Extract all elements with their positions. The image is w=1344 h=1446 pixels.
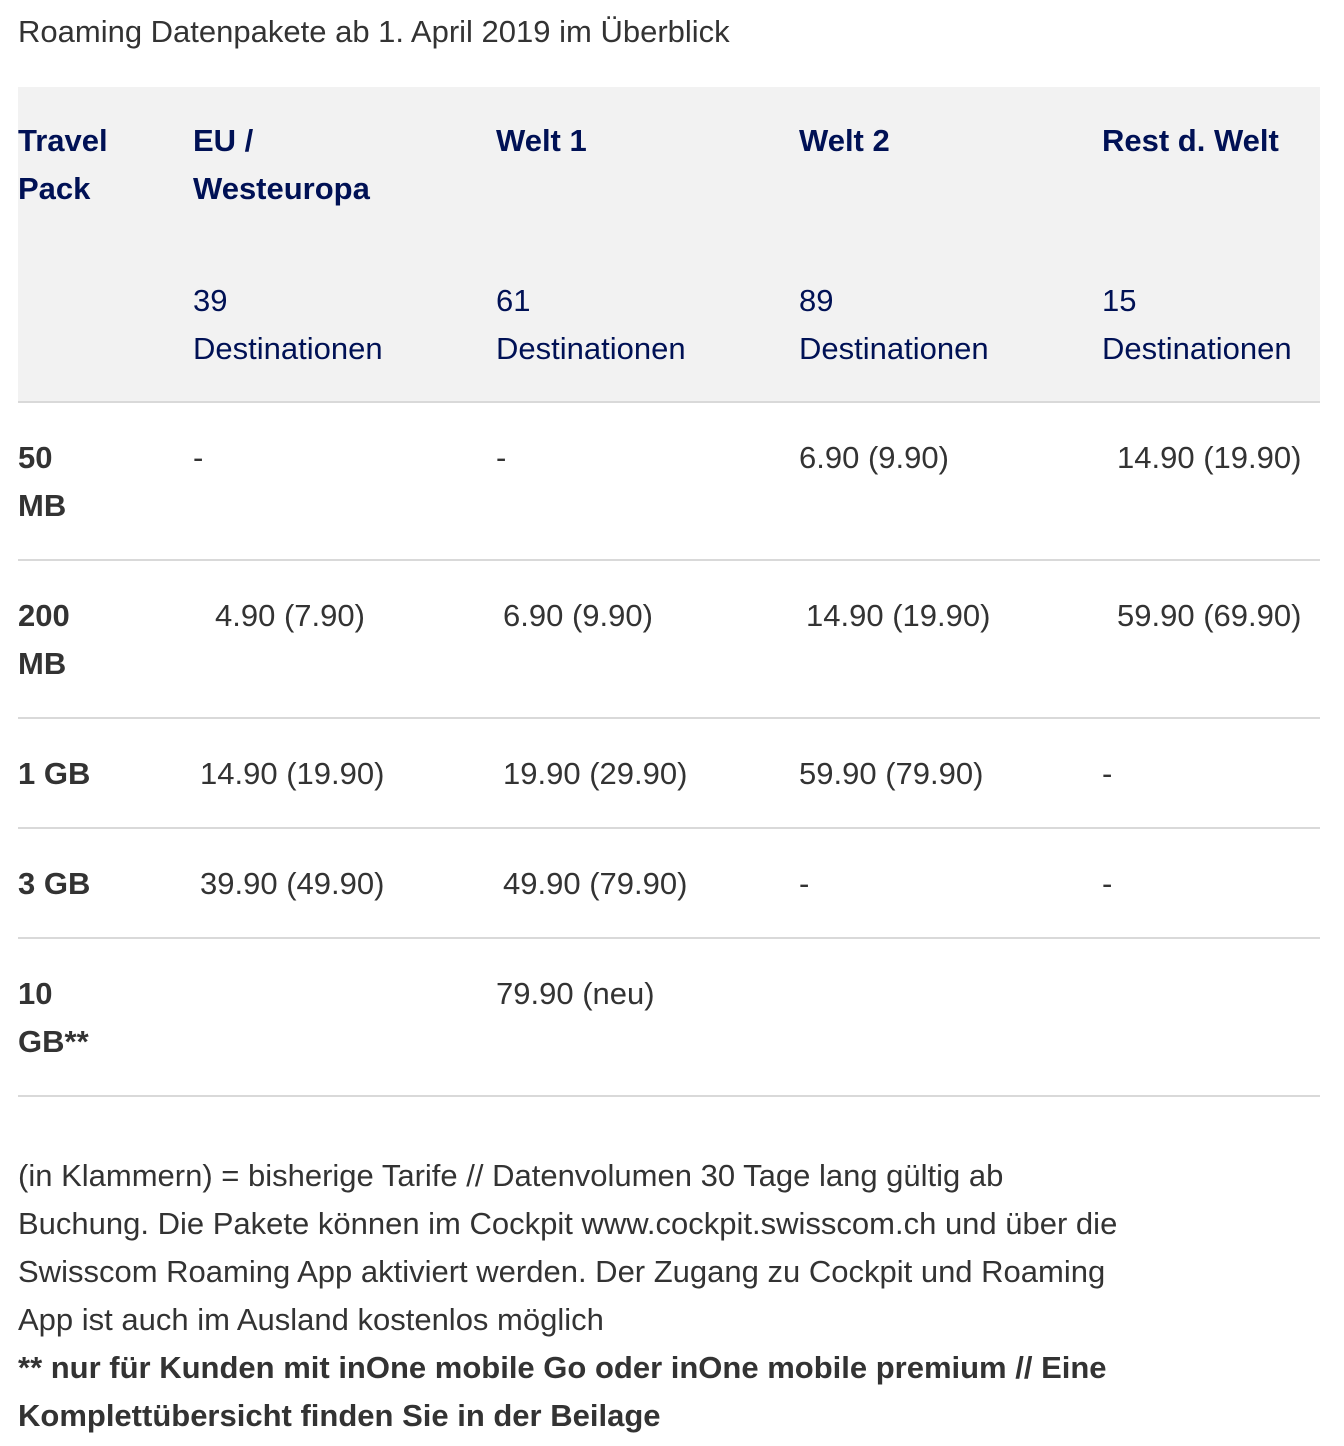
destinations-rest: 15 Destinationen — [1102, 283, 1292, 366]
cell-rest: - — [1102, 756, 1113, 791]
roaming-table — [18, 87, 1320, 1097]
table-row — [18, 719, 1320, 829]
row-label: 50 MB — [18, 440, 67, 523]
cell-welt-1: - — [496, 440, 507, 475]
header-welt-2: Welt 2 — [799, 123, 890, 158]
footnote-bold: ** nur für Kunden mit inOne mobile Go oder inOne mobile premium // Eine Komplettübersicht finden Sie in der Beilage — [18, 1350, 1107, 1433]
header-welt-1: Welt 1 — [496, 123, 587, 158]
cell-welt-2: 59.90 (79.90) — [799, 756, 984, 791]
cell-eu: 4.90 (7.90) — [215, 598, 365, 633]
footnote-text: (in Klammern) = bisherige Tarife // Datenvolumen 30 Tage lang gültig ab Buchung. Die Pakete können im Cockpit www.cockpit.swisscom.ch und über die Swisscom Roaming App aktiviert werden. Der Zugang zu Cockpit und Roaming App ist auch im Ausland kostenlos möglich — [18, 1158, 1118, 1337]
cell-welt-2: - — [799, 866, 810, 901]
cell-welt-1: 19.90 (29.90) — [503, 756, 688, 791]
row-label: 200 MB — [18, 598, 70, 681]
footnote — [18, 1152, 1118, 1440]
cell-rest: 14.90 (19.90) — [1117, 440, 1302, 475]
cell-welt-1: 6.90 (9.90) — [503, 598, 653, 633]
destinations-welt-1: 61 Destinationen — [496, 283, 686, 366]
cell-welt-1: 79.90 (neu) — [496, 976, 655, 1011]
table-row — [18, 403, 1320, 561]
table-row — [18, 829, 1320, 939]
cell-rest: - — [1102, 866, 1113, 901]
cell-welt-2: 14.90 (19.90) — [806, 598, 991, 633]
cell-eu: - — [193, 440, 204, 475]
row-label: 1 GB — [18, 756, 91, 791]
table-header — [18, 87, 1320, 403]
header-rest-der-welt: Rest d. Welt — [1102, 123, 1279, 158]
table-row — [18, 561, 1320, 719]
cell-eu: 14.90 (19.90) — [200, 756, 385, 791]
cell-eu: 39.90 (49.90) — [200, 866, 385, 901]
table-row — [18, 939, 1320, 1097]
cell-welt-1: 49.90 (79.90) — [503, 866, 688, 901]
row-label: 10 GB** — [18, 976, 89, 1059]
header-eu-westeuropa: EU / Westeuropa — [193, 123, 370, 206]
destinations-eu: 39 Destinationen — [193, 283, 383, 366]
page-title: Roaming Datenpakete ab 1. April 2019 im Überblick — [18, 14, 730, 49]
header-travel-pack: Travel Pack — [18, 123, 108, 206]
cell-welt-2: 6.90 (9.90) — [799, 440, 949, 475]
destinations-welt-2: 89 Destinationen — [799, 283, 989, 366]
row-label: 3 GB — [18, 866, 91, 901]
cell-rest: 59.90 (69.90) — [1117, 598, 1302, 633]
